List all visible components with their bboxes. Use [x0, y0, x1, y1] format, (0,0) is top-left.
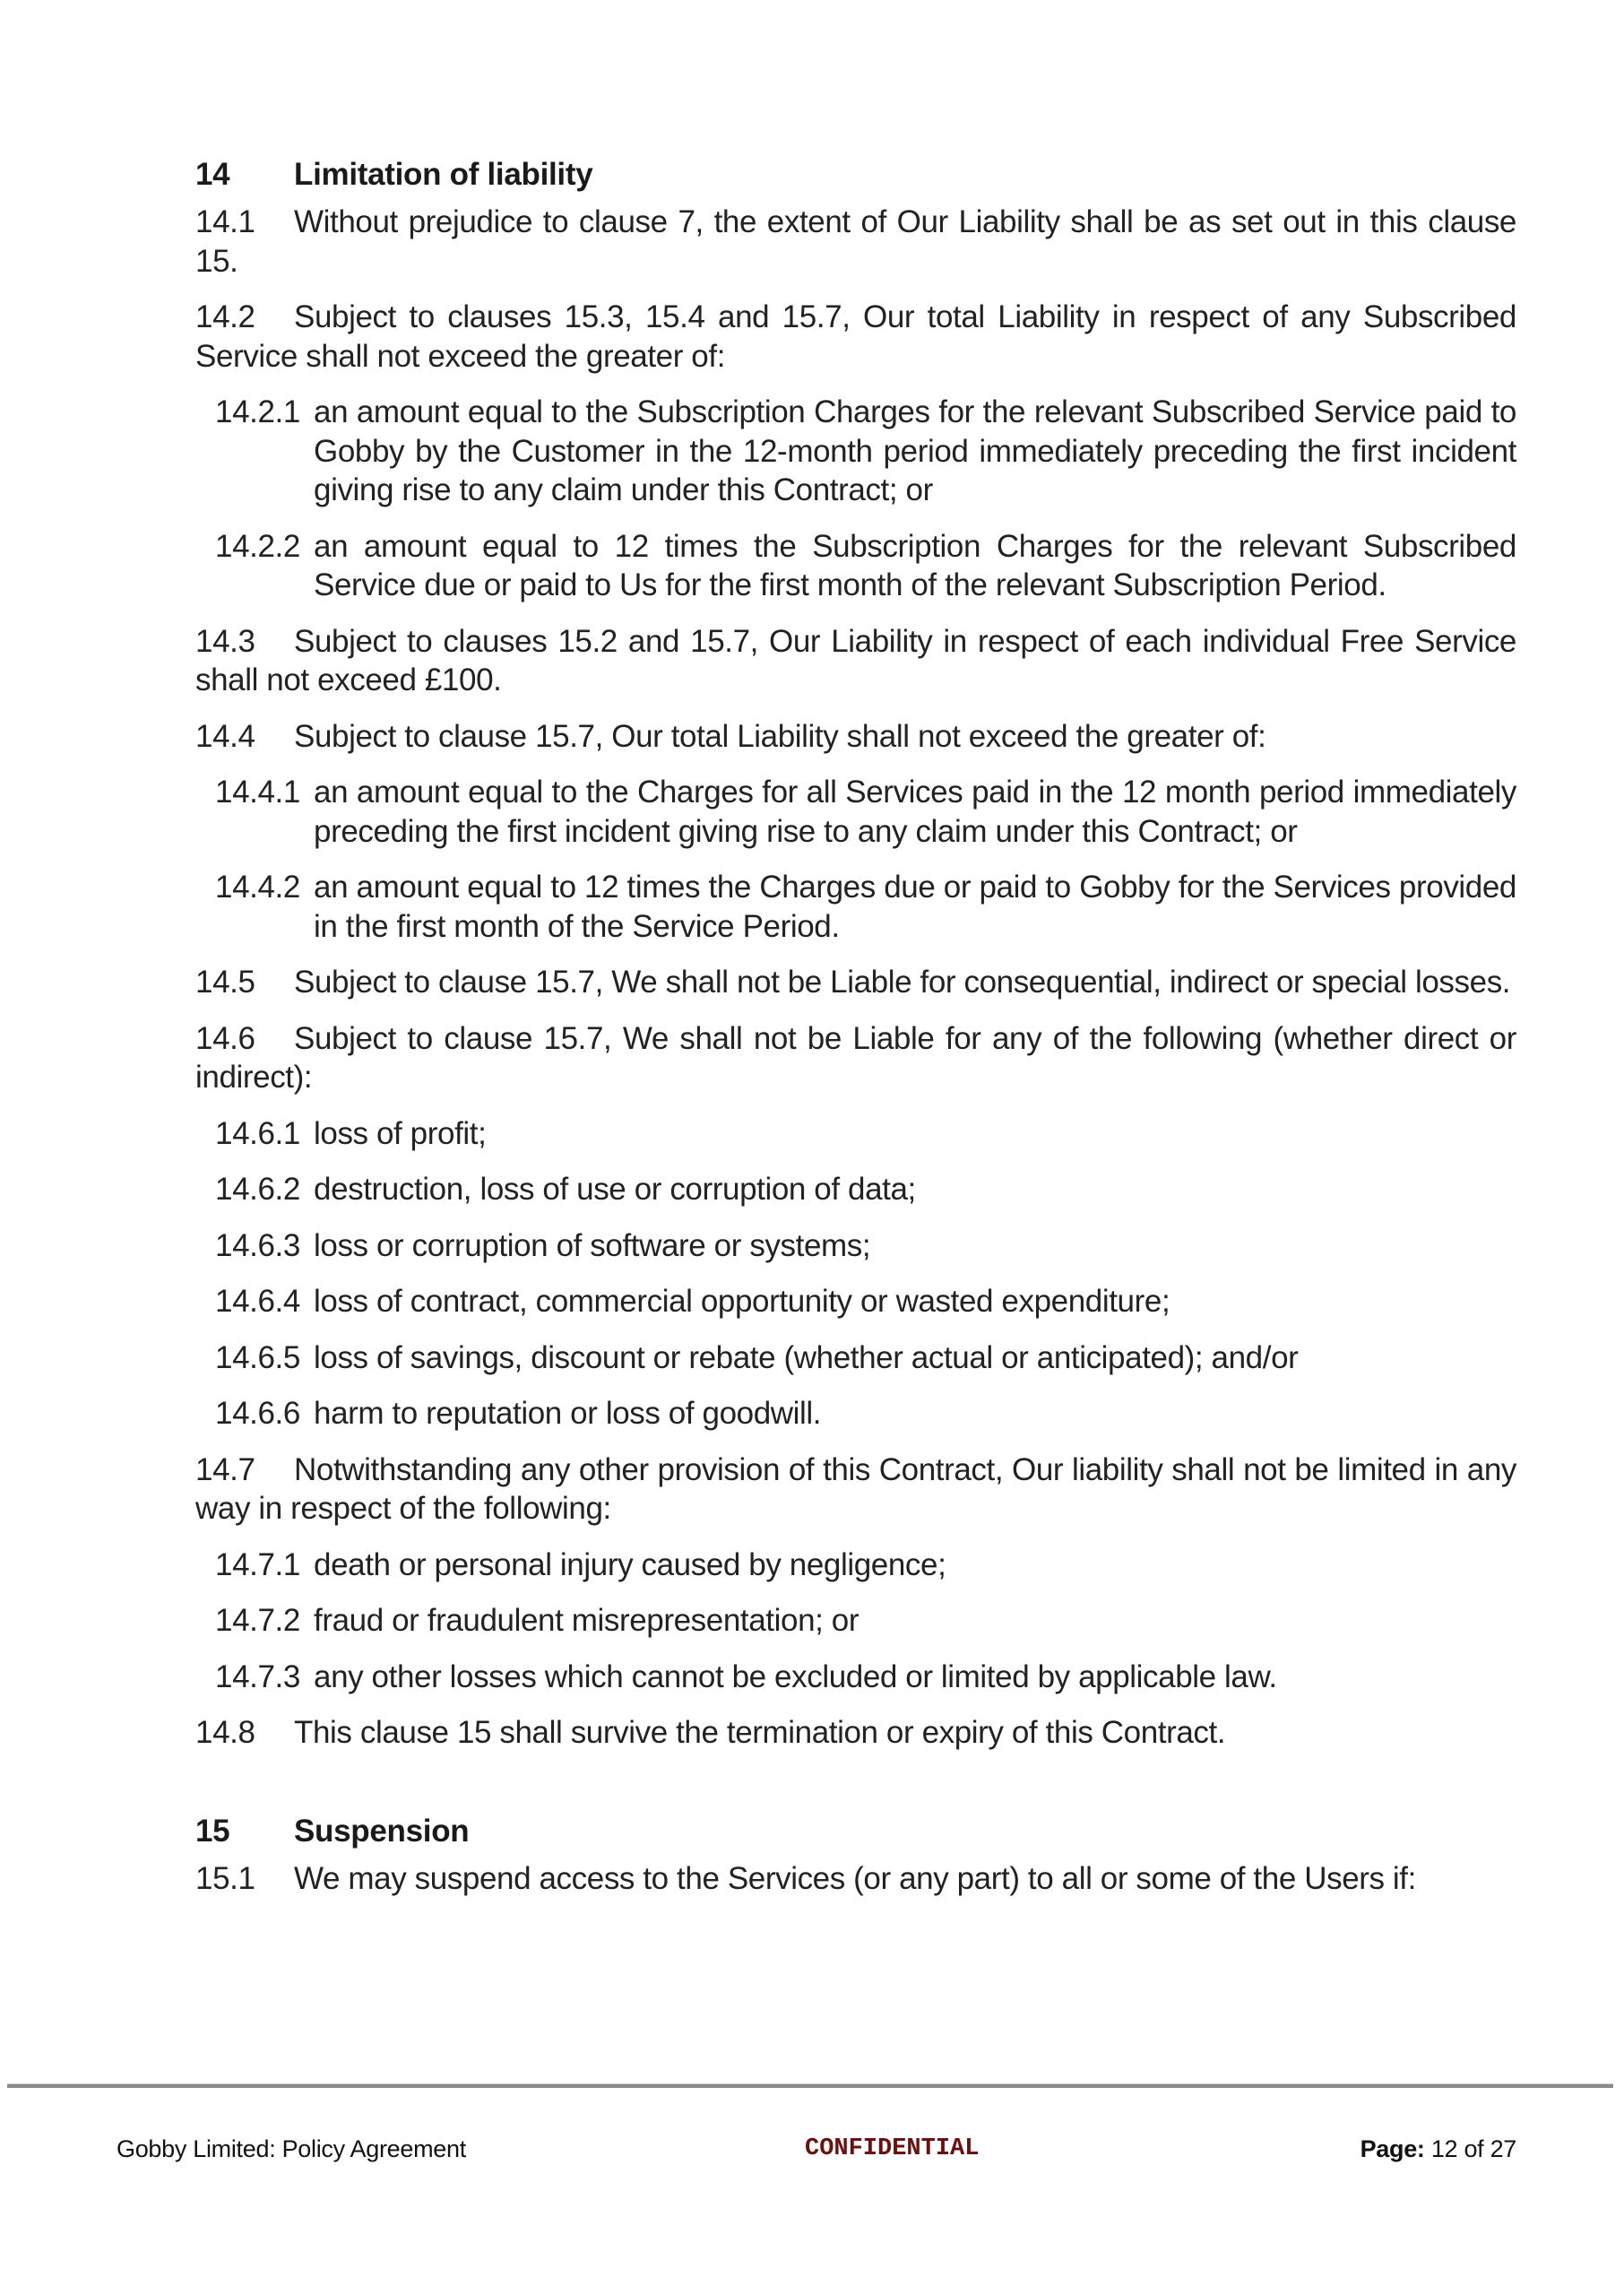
sub-clause-text: an amount equal to 12 times the Charges due or paid to Gobby for the Services provided in the first month of the Service Period.	[314, 870, 1516, 944]
sub-clause	[195, 1282, 1516, 1321]
sub-clause-number: 14.7.2	[215, 1603, 300, 1638]
clause-number: 15.1	[195, 1860, 255, 1896]
clause	[195, 717, 1516, 757]
clause	[195, 203, 1516, 281]
sub-clause-text: any other losses which cannot be excluded or limited by applicable law.	[314, 1658, 1277, 1694]
sub-clause	[195, 1658, 1516, 1697]
section-heading	[195, 152, 1516, 197]
sub-clause-text: destruction, loss of use or corruption of data;	[314, 1172, 916, 1207]
sub-clause-number: 14.6.1	[215, 1115, 300, 1151]
sub-clause	[195, 1226, 1516, 1266]
section-title: Suspension	[294, 1813, 470, 1849]
clause-text: This clause 15 shall survive the termination or expiry of this Contract.	[294, 1715, 1226, 1750]
sub-clause-number: 14.6.3	[215, 1227, 300, 1263]
clause	[195, 622, 1516, 700]
sub-clause-number: 14.4.2	[215, 870, 300, 905]
clause-text: Subject to clause 15.7, Our total Liability shall not exceed the greater of:	[294, 718, 1266, 754]
clause	[195, 298, 1516, 376]
sub-clause-text: an amount equal to 12 times the Subscription Charges for the relevant Subscribed Service due or paid to Us for the first month of the relevant Subscription Period.	[314, 528, 1516, 602]
sub-clause	[195, 1394, 1516, 1433]
footer-document-title: Gobby Limited: Policy Agreement	[117, 2135, 466, 2162]
section-heading	[195, 1809, 1516, 1854]
sub-clause-number: 14.2.1	[215, 394, 300, 429]
clause-text: Subject to clauses 15.2 and 15.7, Our Liability in respect of each individual Free Service shall not exceed £100.	[195, 623, 1516, 697]
sub-clause-text: loss of profit;	[314, 1115, 487, 1151]
clause-number: 14.3	[195, 623, 255, 659]
footer-page-number	[1361, 2135, 1516, 2163]
clause-number: 14.6	[195, 1020, 255, 1056]
sub-clause	[195, 1601, 1516, 1641]
clause-number: 14.8	[195, 1715, 255, 1750]
clause	[195, 1859, 1516, 1899]
clause-number: 14.5	[195, 965, 255, 1000]
sub-clause-number: 14.6.6	[215, 1396, 300, 1431]
sub-clause	[195, 1114, 1516, 1154]
clause	[195, 1451, 1516, 1529]
sub-clause	[195, 773, 1516, 851]
sub-clause-text: death or personal injury caused by negligence;	[314, 1546, 946, 1582]
sub-clause-number: 14.6.5	[215, 1339, 300, 1375]
sub-clause-text: an amount equal to the Subscription Charges for the relevant Subscribed Service paid to Gobby by the Customer in the 12-month period immediately preceding the first incident giving rise to any claim under this Contract; or	[314, 394, 1516, 507]
sub-clause-text: harm to reputation or loss of goodwill.	[314, 1396, 822, 1431]
sub-clause-text: loss of savings, discount or rebate (whether actual or anticipated); and/or	[314, 1339, 1299, 1375]
section-number: 14	[195, 157, 230, 192]
clause-text: Subject to clause 15.7, We shall not be Liable for any of the following (whether direct or indirect):	[195, 1020, 1516, 1095]
footer-divider	[7, 2083, 1613, 2088]
footer-classification: CONFIDENTIAL	[805, 2135, 980, 2162]
clause-number: 14.2	[195, 299, 255, 334]
sub-clause-text: loss or corruption of software or systems;	[314, 1227, 871, 1263]
sub-clause-number: 14.7.3	[215, 1658, 300, 1694]
sub-clause-number: 14.7.1	[215, 1546, 300, 1582]
sub-clause	[195, 868, 1516, 946]
sub-clause	[195, 1546, 1516, 1585]
clause-text: Notwithstanding any other provision of this Contract, Our liability shall not be limited in any way in respect of the following:	[195, 1451, 1516, 1526]
sub-clause-text: an amount equal to the Charges for all Services paid in the 12 month period immediately preceding the first incident giving rise to any claim under this Contract; or	[314, 775, 1516, 849]
sub-clause-number: 14.6.2	[215, 1172, 300, 1207]
sub-clause	[195, 527, 1516, 605]
section-number: 15	[195, 1813, 230, 1849]
clause-number: 14.1	[195, 204, 255, 239]
sub-clause-text: loss of contract, commercial opportunity or wasted expenditure;	[314, 1284, 1170, 1319]
sub-clause-number: 14.6.4	[215, 1284, 300, 1319]
page-label: Page:	[1360, 2135, 1425, 2162]
clause	[195, 963, 1516, 1002]
section-title: Limitation of liability	[294, 157, 593, 192]
sub-clause	[195, 393, 1516, 510]
page-footer	[0, 2135, 1624, 2171]
document-body	[195, 152, 1516, 1915]
sub-clause-number: 14.2.2	[215, 528, 300, 564]
clause-number: 14.7	[195, 1451, 255, 1487]
sub-clause-number: 14.4.1	[215, 775, 300, 810]
clause-number: 14.4	[195, 718, 255, 754]
section-spacer	[195, 1770, 1516, 1809]
clause-text: Subject to clause 15.7, We shall not be Liable for consequential, indirect or special losses.	[294, 965, 1511, 1000]
page-value: 12 of 27	[1430, 2135, 1516, 2162]
clause	[195, 1019, 1516, 1097]
clause-text: We may suspend access to the Services (or any part) to all or some of the Users if:	[294, 1860, 1416, 1896]
sub-clause	[195, 1338, 1516, 1378]
clause	[195, 1713, 1516, 1753]
sub-clause-text: fraud or fraudulent misrepresentation; or	[314, 1603, 860, 1638]
clause-text: Without prejudice to clause 7, the extent of Our Liability shall be as set out in this clause 15.	[195, 204, 1516, 279]
sub-clause	[195, 1170, 1516, 1209]
clause-text: Subject to clauses 15.3, 15.4 and 15.7, Our total Liability in respect of any Subscribed Service shall not exceed the greater of:	[195, 299, 1516, 374]
